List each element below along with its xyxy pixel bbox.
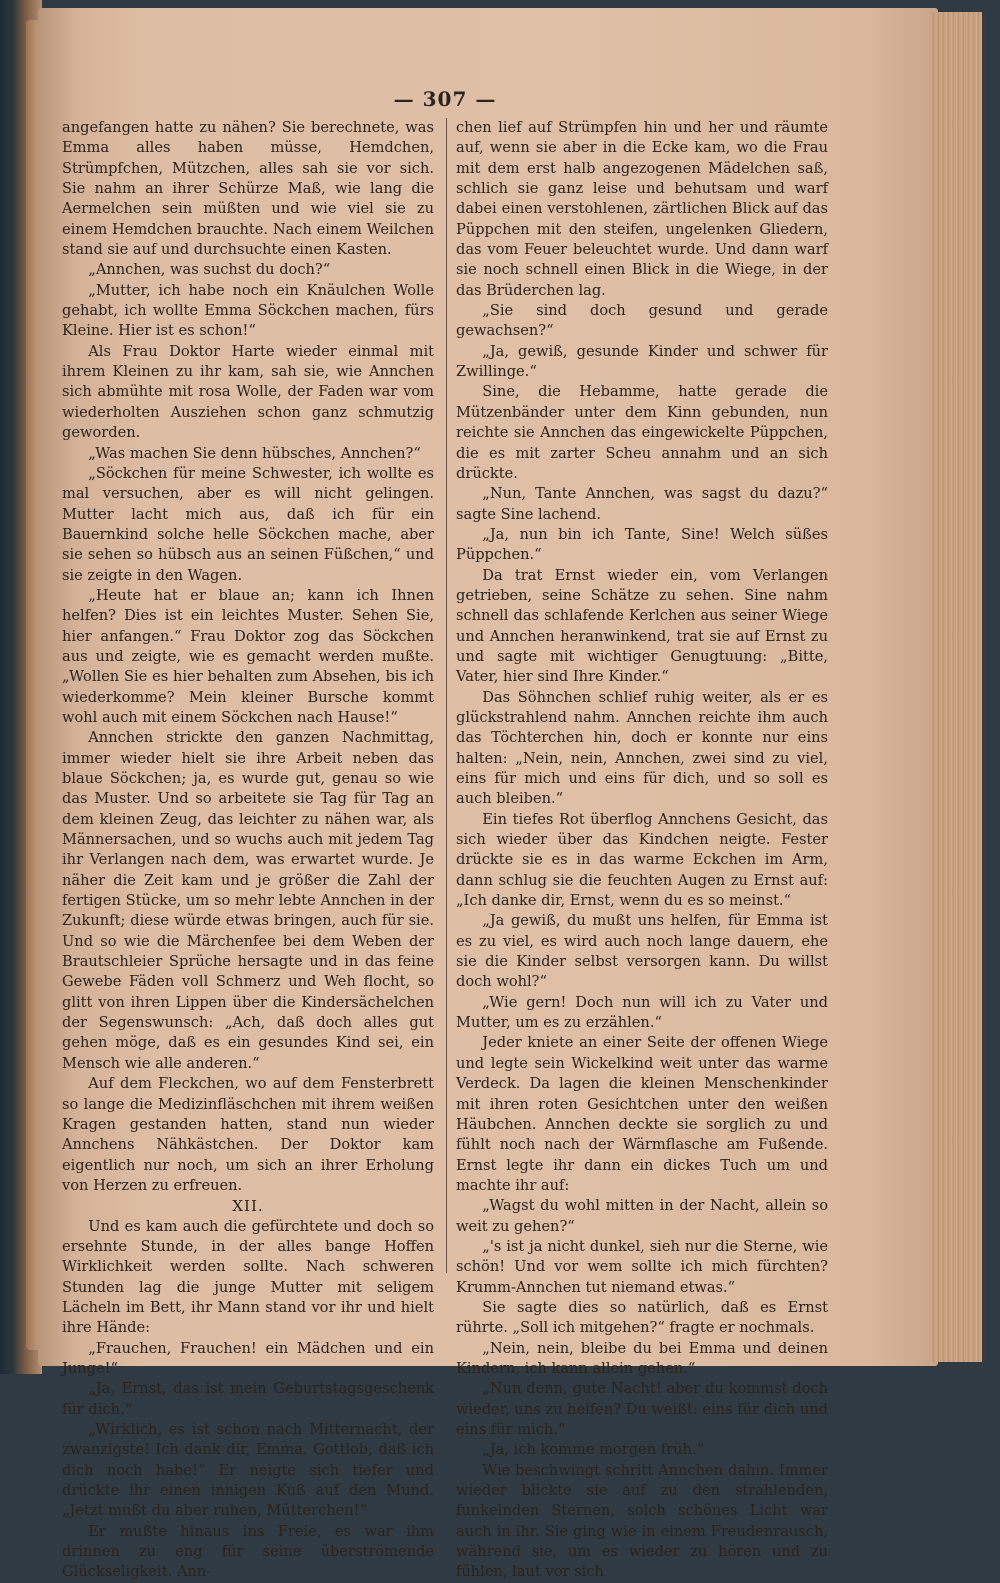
paragraph: „Nun, Tante Annchen, was sagst du dazu?“ sagte Sine lachend. bbox=[456, 485, 828, 523]
paragraph: Sie sagte dies so natürlich, daß es Ernst rührte. „Soll ich mitgehen?“ fragte er nochmals. bbox=[456, 1298, 828, 1337]
paragraph: Ein tiefes Rot überflog Annchens Gesicht, das sich wieder über das Kindchen neigte. Fester drückte sie es in das warme Eckchen im Arm, dann schlug sie die feuchten Augen zu Ernst auf: „Ich danke dir, Ernst, wenn du es so meinst.“ bbox=[456, 810, 828, 910]
paragraph: „Mutter, ich habe noch ein Knäulchen Wolle gehabt, ich wollte Emma Söckchen machen, fürs Kleine. Hier ist es schon!“ bbox=[62, 281, 434, 340]
paragraph: „Ja, gewiß, gesunde Kinder und schwer für Zwillinge.“ bbox=[456, 342, 828, 381]
paragraph: „Wirklich, es ist schon nach Mitternacht, der zwanzigste! Ich dank dir, Emma. Gottlob, daß ich dich noch habe!“ Er neigte sich tiefer und drückte ihr einen innigen Kuß auf den Mund. „Jetzt mußt du aber ruhen, Mütterchen!“ bbox=[62, 1421, 434, 1520]
paragraph: „Sie sind doch gesund und gerade gewachsen?“ bbox=[456, 302, 828, 340]
paragraph: „Ja gewiß, du mußt uns helfen, für Emma ist es zu viel, es wird auch noch lange dauern, ehe sie die Kinder selbst versorgen kann. Du willst doch wohl?“ bbox=[456, 912, 828, 991]
paragraph: „Ja, Ernst, das ist mein Geburtstagsgeschenk für dich.“ bbox=[62, 1380, 434, 1418]
paragraph: Das Söhnchen schlief ruhig weiter, als er es glückstrahlend nahm. Annchen reichte ihm auch das Töchterchen hin, doch er konnte nur eins halten: „Nein, nein, Annchen, zwei sind zu viel, eins für mich und eins für dich, und so soll es auch bleiben.“ bbox=[456, 688, 828, 808]
paragraph: „Wie gern! Doch nun will ich zu Vater und Mutter, um es zu erzählen.“ bbox=[456, 993, 828, 1032]
paragraph: „Nun denn, gute Nacht! aber du kommst doch wieder, uns zu helfen? Du weißt: eins für dich und eins für mich.“ bbox=[456, 1380, 828, 1438]
paragraph: Da trat Ernst wieder ein, vom Verlangen getrieben, seine Schätze zu sehen. Sine nahm schnell das schlafende Kerlchen aus seiner Wiege und Annchen heranwinkend, trat sie auf Ernst zu und sagte mit wichtiger Genugtuung: „Bitte, Vater, hier sind Ihre Kinder.“ bbox=[456, 566, 828, 686]
paragraph: „'s ist ja nicht dunkel, sieh nur die Sterne, wie schön! Und vor wem sollte ich mich fürchten? Krumm-Annchen tut niemand etwas.“ bbox=[456, 1237, 828, 1296]
column-divider bbox=[446, 118, 447, 1273]
paragraph: Wie beschwingt schritt Annchen dahin. Immer wieder blickte sie auf zu den strahlenden, funkelnden Sternen, solch schönes Licht war auch in ihr. Sie ging wie in einem Freudenrausch, während sie, um es wieder zu hören und zu fühlen, laut vor sich bbox=[456, 1461, 828, 1581]
paragraph: „Wagst du wohl mitten in der Nacht, allein so weit zu gehen?“ bbox=[456, 1197, 828, 1235]
paragraph: „Annchen, was suchst du doch?“ bbox=[88, 261, 331, 279]
paragraph: Und es kam auch die gefürchtete und doch so ersehnte Stunde, in der alles bange Hoffen Wirklichkeit werden sollte. Nach schweren Stunden lag die junge Mutter mit seligem Lächeln im Bett, ihr Mann stand vor ihr und hielt ihre Hände: bbox=[62, 1217, 434, 1337]
paragraph: Sine, die Hebamme, hatte gerade die Mützenbänder unter dem Kinn gebunden, nun reichte sie Annchen das eingewickelte Püppchen, die es mit zarter Scheu annahm und an sich drückte. bbox=[456, 383, 828, 482]
paragraph: „Ja, ich komme morgen früh.“ bbox=[482, 1441, 705, 1459]
paragraph: „Ja, nun bin ich Tante, Sine! Welch süßes Püppchen.“ bbox=[456, 525, 828, 564]
paragraph: Auf dem Fleckchen, wo auf dem Fensterbrett so lange die Medizinfläschchen mit ihrem weißen Kragen gestanden hatten, stand nun wieder Annchens Nähkästchen. Der Doktor kam eigentlich nur noch, um sich an ihrer Erholung von Herzen zu erfreuen. bbox=[62, 1075, 434, 1194]
paragraph: Als Frau Doktor Harte wieder einmal mit ihrem Kleinen zu ihr kam, sah sie, wie Annchen sich abmühte mit rosa Wolle, der Faden war vom wiederholten Ausziehen schon ganz schmutzig geworden. bbox=[62, 342, 434, 442]
paragraph: „Was machen Sie denn hübsches, Annchen?“ bbox=[88, 444, 421, 462]
paragraph: „Nein, nein, bleibe du bei Emma und deinen Kindern, ich kann allein gehen.“ bbox=[456, 1339, 828, 1377]
paragraph: Er mußte hinaus ins Freie, es war ihm drinnen zu eng für seine überströmende Glückseligkeit. Ann- bbox=[62, 1522, 434, 1581]
paragraph: „Heute hat er blaue an; kann ich Ihnen helfen? Dies ist ein leichtes Muster. Sehen Sie, hier anfangen.“ Frau Doktor zog das Söckchen aus und zeigte, wie es gemacht werden mußte. „Wollen Sie es hier behalten zum Absehen, bis ich wiederkomme? Mein kleiner Bursche kommt wohl auch mit einem Söckchen nach Hause!“ bbox=[62, 586, 434, 726]
chapter-heading: XII. bbox=[232, 1197, 264, 1216]
paragraph: „Frauchen, Frauchen! ein Mädchen und ein Junge!“ bbox=[62, 1339, 434, 1377]
paragraph: Jeder kniete an einer Seite der offenen Wiege und legte sein Wickelkind weit unter das warme Verdeck. Da lagen die kleinen Menschenkinder mit ihren roten Gesichtchen unter den weißen Häubchen. Annchen deckte sie sorglich zu und fühlt noch nach der Wärmflasche am Fußende. Ernst legte ihr dann ein dickes Tuch um und machte ihr auf: bbox=[456, 1034, 828, 1194]
paragraph: „Söckchen für meine Schwester, ich wollte es mal versuchen, aber es will nicht gelingen. Mutter lacht mich aus, daß ich für ein Bauernkind solche helle Söckchen mache, aber sie sehen so hübsch aus an seinen Füßchen,“ und sie zeigte in den Wagen. bbox=[62, 464, 434, 584]
paragraph: Annchen strickte den ganzen Nachmittag, immer wieder hielt sie ihre Arbeit neben das blaue Söckchen; ja, es wurde gut, genau so wie das Muster. Und so arbeitete sie Tag für Tag an dem kleinen Zeug, das leichter zu nähen war, als Männersachen, und so wuchs auch mit jedem Tag ihr Verlangen nach dem, was erwartet wurde. Je näher die Zeit kam und je größer die Zahl der fertigen Stücke, um so mehr lebte Annchen in der Zukunft; diese würde etwas bringen, auch für sie. Und so wie die Märchenfee bei dem Weben der Brautschleier Sprüche hersagte und in das feine Gewebe Fäden voll Schmerz und Weh flocht, so glitt von ihren Lippen über die Kindersächelchen der Segenswunsch: „Ach, daß doch alles gut gehen möge, daß es ein gesundes Kind sei, ein Mensch wie alle anderen.“ bbox=[62, 729, 434, 1072]
paragraph: chen lief auf Strümpfen hin und her und räumte auf, wenn sie aber in die Ecke kam, wo die Frau mit dem erst halb angezogenen Mädelchen saß, schlich sie ganz leise und behutsam und warf dabei einen verstohlenen, zärtlichen Blick auf das Püppchen mit den steifen, ungelenken Gliedern, das vom Feuer beleuchtet wurde. Und dann warf sie noch schnell einen Blick in die Wiege, in der das Brüderchen lag. bbox=[456, 119, 828, 299]
left-column bbox=[62, 118, 434, 1581]
page-number: — 307 — bbox=[393, 87, 497, 111]
page-stack-edge bbox=[930, 12, 986, 1362]
paragraph: angefangen hatte zu nähen? Sie berechnete, was Emma alles haben müsse, Hemdchen, Strümpfchen, Mützchen, alles sah sie vor sich. Sie nahm an ihrer Schürze Maß, wie lang die Aermelchen sein müßten und wie viel sie zu einem Hemdchen brauchte. Nach einem Weilchen stand sie auf und durchsuchte einen Kasten. bbox=[62, 119, 434, 259]
right-column bbox=[456, 118, 828, 1581]
